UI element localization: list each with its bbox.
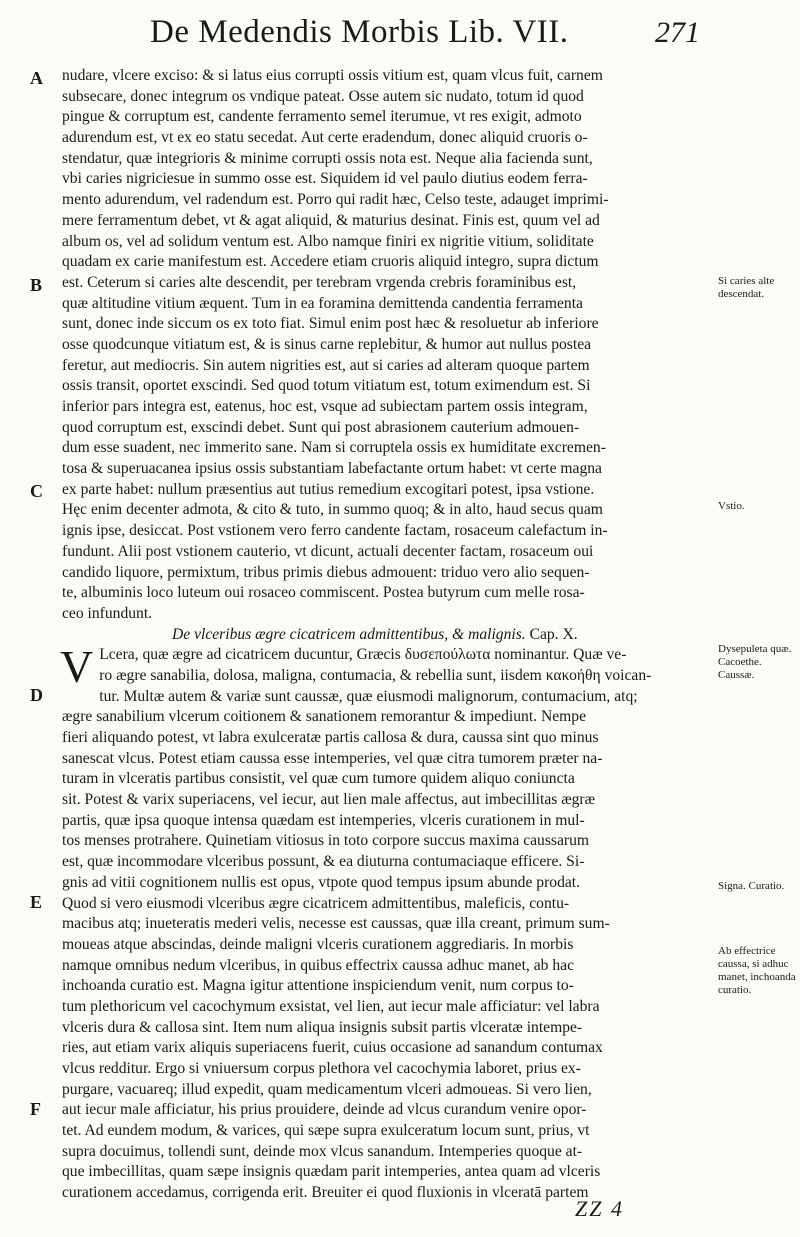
drop-cap: V bbox=[60, 641, 94, 693]
text-line: candido liquore, permixtum, tribus primis diebus admouent: triduo vero alio sequen- bbox=[62, 563, 590, 581]
text-line: ossis transit, oportet exscindi. Sed quod totum vitiatum est, totum eximendum est. Si bbox=[62, 377, 591, 395]
section-letter-a: A bbox=[30, 68, 43, 88]
text-line: gnis ad vitii cognitionem nullis est opus, vtpote quod tempus ipsum abunde prodat. bbox=[62, 873, 581, 891]
text-line: sunt, donec inde siccum os ex toto fiat. Simul enim post hæc & resoluetur ab inferiore bbox=[62, 315, 599, 333]
text-line: supra docuimus, tollendi sunt, deinde mox vlcus sanandum. Intemperies quoque at- bbox=[62, 1142, 583, 1160]
section-letter-d: D bbox=[30, 685, 43, 705]
text-line: mere ferramentum debet, vt & agat aliquid, & maturius desinat. Finis est, quum vel ad bbox=[62, 211, 600, 229]
chapter-label: Cap. X. bbox=[529, 625, 578, 643]
text-line: album os, vel ad solidum ventum est. Albo namque finiri ex nigritie vitium, soliditate bbox=[62, 232, 594, 250]
margin-note-dysepuleta: Dysepuleta quæ. Cacoethe. Caussæ. bbox=[718, 643, 792, 681]
text-line: quod corruptum est, exscindi debet. Sunt qui post abrasionem cauterium admouen- bbox=[62, 418, 580, 436]
paragraph-1 bbox=[62, 66, 712, 625]
text-line: quadam ex carie manifestum est. Accedere etiam cruoris aliquid integro, supra dictum bbox=[62, 253, 599, 271]
text-line: sit. Potest & varix superiacens, vel iecur, aut lien male affectus, aut imbecillitas ægræ bbox=[62, 791, 596, 809]
text-line: ex parte habet: nullum præsentius aut tutius remedium excogitari potest, ipsa vstione. bbox=[62, 480, 595, 498]
text-line: tosa & superuacanea ipsius ossis substantiam labefactante ortum habet: vt certe magna bbox=[62, 460, 602, 478]
text-line: turam in vlceratis partibus consistit, vel quæ cum tumore quidem aliquo coniuncta bbox=[62, 770, 575, 788]
running-head-title: De Medendis Morbis Lib. VII. bbox=[150, 14, 569, 50]
section-letter-e: E bbox=[30, 892, 43, 912]
text-line: dum esse suadent, nec immerito sane. Nam si corruptela ossis ex humiditate excremen- bbox=[62, 439, 606, 457]
margin-note-signa: Signa. Curatio. bbox=[718, 880, 785, 892]
text-line: feretur, aut mediocris. Sin autem nigrities est, aut si caries ad alteram quoque partem bbox=[62, 356, 590, 374]
text-line: purgare, vacuareq; illud expedit, quam medicamentum vlceri admoueas. Si vero lien, bbox=[62, 1080, 592, 1098]
margin-note-ab-effectrice: Ab effectrice caussa, si adhuc manet, inchoanda curatio. bbox=[718, 945, 796, 996]
text-line: osse quodcunque vitiatum est, & is sinus carne replebitur, & humor aut nullus postea bbox=[62, 335, 592, 353]
text-line: Quod si vero eiusmodi vlceribus ægre cicatricem admittentibus, maleficis, contu- bbox=[62, 894, 570, 912]
text-line: Hęc enim decenter admota, & cito & tuto, in summo quoq; & in alto, haud secus quam bbox=[62, 501, 603, 519]
text-line: mento adurendum, vel radendum est. Porro qui radit hæc, Celso teste, adauget imprimi- bbox=[62, 191, 609, 209]
chapter-title: De vlceribus ægre cicatricem admittentibus, & malignis. bbox=[172, 625, 526, 643]
text-line: nudare, vlcere exciso: & si latus eius corrupti ossis vitium est, quam vlcus fuit, carnem bbox=[62, 67, 603, 84]
text-line: moueas atque abscindas, deinde maligni vlceris curationem aggrediaris. In morbis bbox=[62, 935, 574, 953]
text-line: partis, quæ ipsa quoque intensa quædam est intemperies, vlceris curationem in mul- bbox=[62, 811, 585, 829]
text-line: aut iecur male afficiatur, his prius prouidere, deinde ad vlcus curandum venire opor- bbox=[62, 1101, 587, 1119]
chapter-heading bbox=[62, 625, 712, 646]
signature-mark: ZZ 4 bbox=[575, 1196, 624, 1221]
text-line: fieri aliquando potest, vt labra exulceratæ partis callosa & dura, caussa sint quo minus bbox=[62, 729, 599, 746]
text-line: est, quæ incommodare vlceribus possunt, & ea diuturna contumaciaque efficere. Si- bbox=[62, 853, 585, 871]
text-line: vlceris dura & callosa sint. Item num aliqua insignis subsit partis vlceratæ intempe- bbox=[62, 1018, 583, 1036]
text-line: stendatur, quæ integrioris & minime corrupti ossis nota est. Neque alia facienda sunt, bbox=[62, 149, 593, 167]
text-line: curationem accedamus, corrigenda erit. Breuiter ei quod fluxionis in vlceratā partem bbox=[62, 1184, 589, 1202]
text-line: vlcus redditur. Ergo si vniuersum corpus plethora vel cacochymia laboret, prius ex- bbox=[62, 1060, 581, 1077]
page-number: 271 bbox=[655, 16, 700, 49]
text-line: est. Ceterum si caries alte descendit, per terebram vrgenda crebris foraminibus est, bbox=[62, 273, 577, 291]
section-letter-c: C bbox=[30, 481, 43, 501]
text-line: ægre sanabilium vlcerum coitionem & sanationem remorantur & impediunt. Nempe bbox=[62, 708, 586, 726]
text-line: adurendum est, vt ex eo statu secedat. Aut certe eradendum, donec aliquid cruoris o- bbox=[62, 129, 588, 147]
text-line: ignis ipse, desiccat. Post vstionem vero ferro candente factam, rosaceum calefactum in- bbox=[62, 522, 608, 540]
text-line: fundunt. Alii post vstionem cauterio, vt dicunt, actuali decenter factam, rosaceum oui bbox=[62, 542, 594, 560]
text-line: inchoanda curatio est. Magna igitur attentione inspiciendum venit, num corpus to- bbox=[62, 977, 574, 995]
section-letter-f: F bbox=[30, 1099, 41, 1119]
body-text bbox=[62, 66, 712, 1204]
text-line: quæ altitudine vitium æquent. Tum in ea foramina demittenda candentia ferramenta bbox=[62, 294, 583, 312]
text-line: Lcera, quæ ægre ad cicatricem ducuntur, Græcis δυσεπούλωτα nominantur. Quæ ve- bbox=[99, 646, 627, 664]
text-line: tos menses protrahere. Quinetiam vitiosus in toto corpore succus maxima caussarum bbox=[62, 832, 590, 850]
running-head bbox=[140, 14, 700, 54]
text-line: que imbecillitas, quam sæpe insignis quædam parit intemperies, antea quam ad vlceris bbox=[62, 1163, 601, 1181]
text-line: tet. Ad eundem modum, & varices, qui sæpe supra exulceratum locum sunt, prius, vt bbox=[62, 1122, 590, 1140]
text-line: pingue & corruptum est, candente ferramento semel iterumue, vt res exigit, admoto bbox=[62, 108, 582, 126]
text-line: ceo infundunt. bbox=[62, 604, 153, 622]
margin-note-caries: Si caries alte descendat. bbox=[718, 275, 775, 300]
text-line: vbi caries nigriciesue in summo osse est. Siquidem id vel paulo diutius eodem ferra- bbox=[62, 170, 588, 188]
text-line: ro ægre sanabilia, dolosa, maligna, contumacia, & rebellia sunt, iisdem κακοήθη voican- bbox=[99, 666, 652, 684]
text-line: namque omnibus nedum vlceribus, in quibus effectrix caussa adhuc manet, ab hac bbox=[62, 956, 574, 974]
text-line: macibus atq; inueteratis mederi velis, necesse est caussas, quæ illa creant, primum sum- bbox=[62, 915, 610, 933]
text-line: ries, aut etiam varix aliquis superiacens fuerit, cuius occasione ad sanandum contumax bbox=[62, 1039, 603, 1057]
section-letter-b: B bbox=[30, 275, 43, 295]
text-line: inferior pars integra est, eatenus, hoc est, vsque ad subiectam partem ossis integram, bbox=[62, 398, 588, 415]
paragraph-2 bbox=[60, 641, 712, 1204]
text-line: tum plethoricum vel cacochymum exsistat, vel lien, aut iecur male afficiatur: vel labra bbox=[62, 997, 600, 1015]
text-line: te, albuminis loco luteum oui rosaceo commiscent. Postea butyrum cum melle rosa- bbox=[62, 584, 585, 602]
text-line: tur. Multæ autem & variæ sunt caussæ, quæ eiusmodi malignorum, contumacium, atq; bbox=[99, 687, 638, 705]
margin-note-vstio: Vstio. bbox=[718, 500, 745, 512]
text-line: subsecare, donec integrum os vndique pateat. Osse autem sic nudato, totum id quod bbox=[62, 87, 584, 105]
text-line: sanescat vlcus. Potest etiam caussa esse intemperies, vel quæ citra tumorem præter na- bbox=[62, 749, 603, 767]
